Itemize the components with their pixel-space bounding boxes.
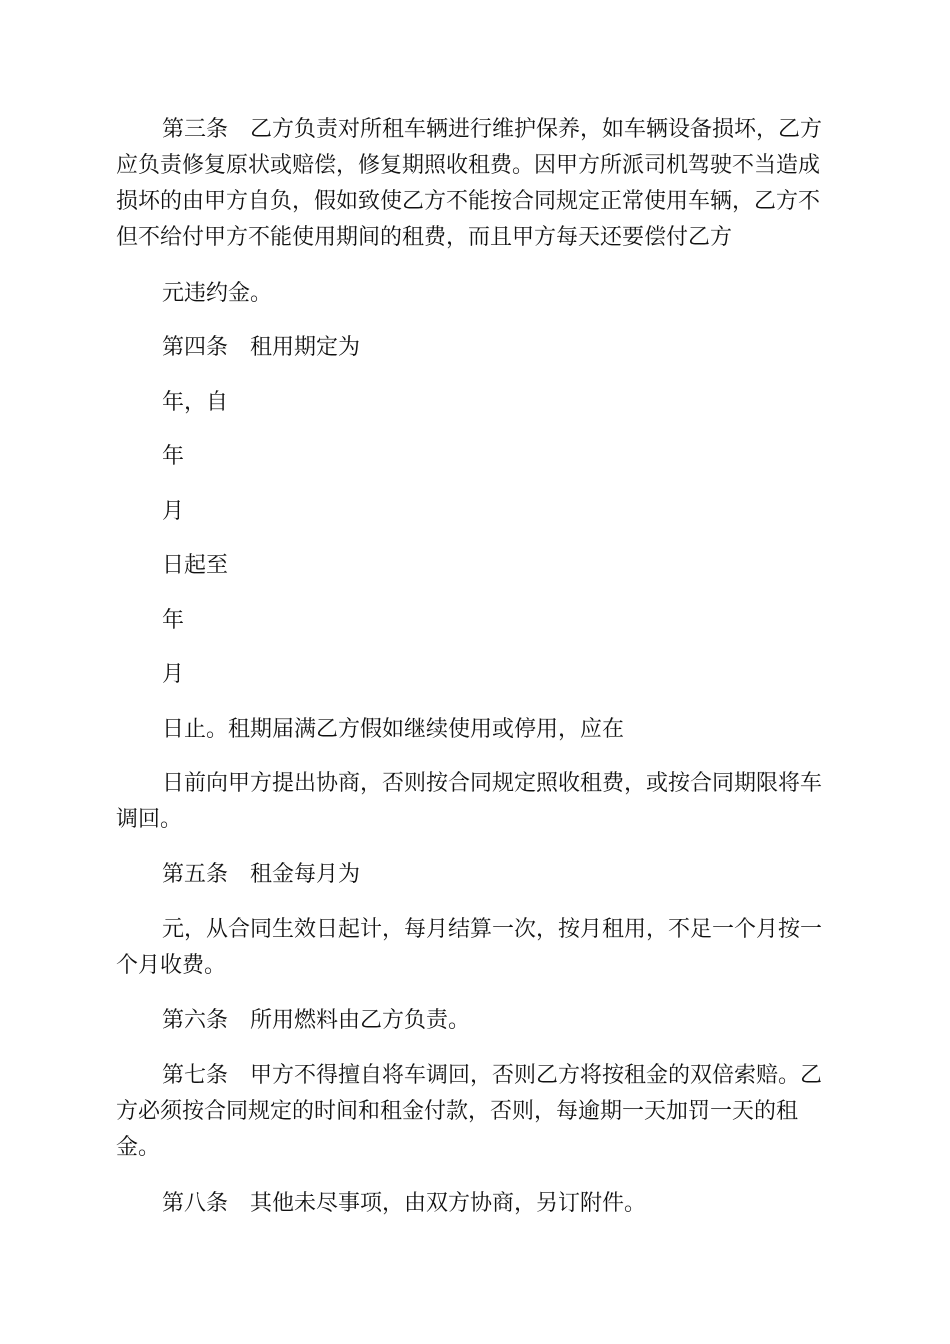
- start-year-line: 年: [162, 444, 185, 469]
- renewal-notice-paragraph: 日前向甲方提出协商，否则按合同规定照收租费，或按合同期限将车调回。: [116, 771, 823, 832]
- start-month-line: 月: [162, 499, 185, 524]
- article-3-paragraph: 第三条 乙方负责对所租车辆进行维护保养，如车辆设备损坏，乙方应负责修复原状或赔偿，修复期照收租费。因甲方所派司机驾驶不当造成损坏的由甲方自负，假如致使乙方不能按合同规定正常使用车辆，乙方不但不给付甲方不能使用期间的租费，而且甲方每天还要偿付乙方: [116, 117, 823, 250]
- article-7-paragraph: 第七条 甲方不得擅自将车调回，否则乙方将按租金的双倍索赔。乙方必须按合同规定的时间和租金付款，否则，每逾期一天加罚一天的租金。: [116, 1063, 823, 1160]
- article-4-paragraph: 第四条 租用期定为: [162, 335, 361, 360]
- term-years-line: 年，自: [162, 390, 229, 415]
- article-6-paragraph: 第六条 所用燃料由乙方负责。: [162, 1008, 471, 1033]
- end-month-line: 月: [162, 662, 185, 687]
- end-year-line: 年: [162, 608, 185, 633]
- end-day-line: 日止。租期届满乙方假如继续使用或停用，应在: [162, 717, 625, 742]
- article-8-paragraph: 第八条 其他未尽事项，由双方协商，另订附件。: [162, 1191, 647, 1216]
- start-day-line: 日起至: [162, 553, 229, 578]
- rent-payment-paragraph: 元，从合同生效日起计，每月结算一次，按月租用，不足一个月按一个月收费。: [116, 917, 823, 978]
- penalty-amount-paragraph: 元违约金。: [162, 281, 273, 306]
- article-5-paragraph: 第五条 租金每月为: [162, 862, 361, 887]
